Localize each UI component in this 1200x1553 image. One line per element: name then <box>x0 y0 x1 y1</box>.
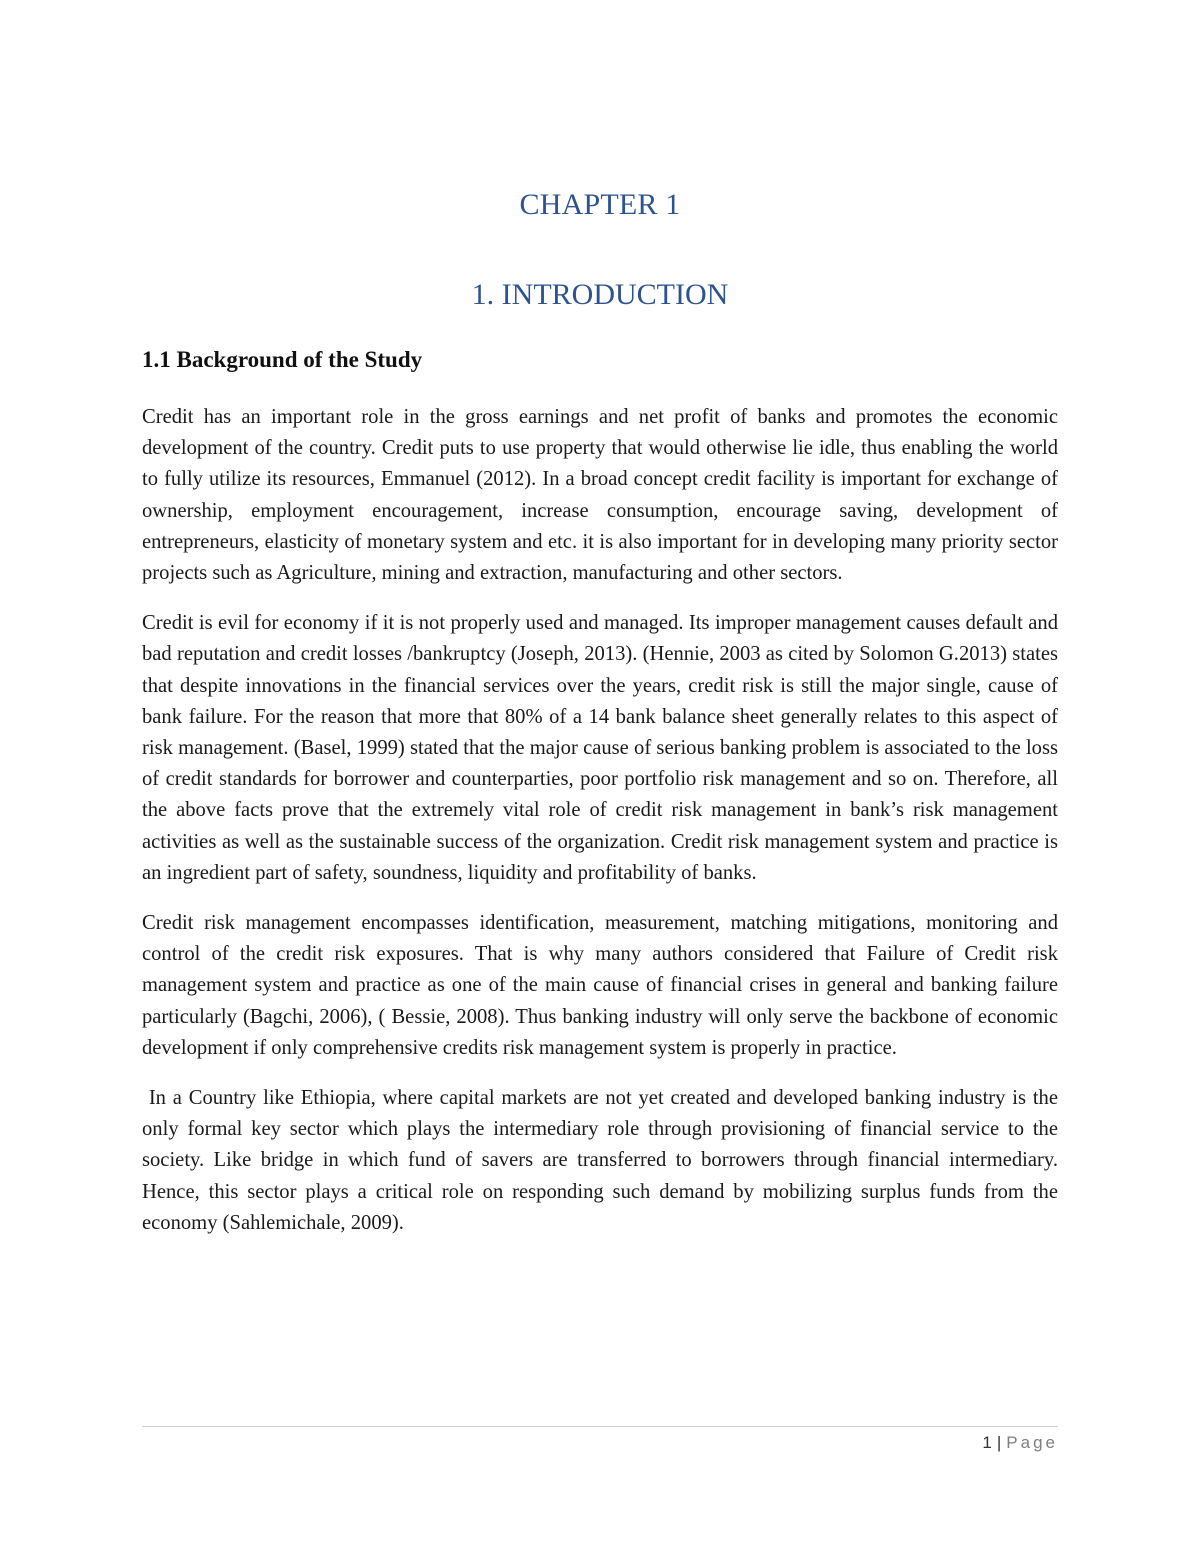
page-label: Page <box>1006 1433 1058 1452</box>
body-text <box>142 402 1064 1258</box>
section-title: 1. INTRODUCTION <box>471 278 729 311</box>
footer-divider <box>142 1426 1058 1427</box>
page-footer <box>982 1433 1058 1453</box>
paragraph: Credit is evil for economy if it is not properly used and managed. Its improper management causes default and bad reputation and credit losses /bankruptcy (Joseph, 2013). (Hennie, 2003 as cited by Solomon G.2013) states that despite innovations in the financial services over the years, credit risk is still the major single, cause of bank failure. For the reason that more that 80% of a 14 bank balance sheet generally relates to this aspect of risk management. (Basel, 1999) stated that the major cause of serious banking problem is associated to the loss of credit standards for borrower and counterparties, poor portfolio risk management and so on. Therefore, all the above facts prove that the extremely vital role of credit risk management in bank’s risk management activities as well as the sustainable success of the organization. Credit risk management system and practice is an ingredient part of safety, soundness, liquidity and profitability of banks. <box>142 612 1058 884</box>
subsection-title: 1.1 Background of the Study <box>142 347 423 372</box>
footer-separator: | <box>996 1433 1002 1452</box>
chapter-title: CHAPTER 1 <box>519 188 681 221</box>
paragraph: Credit has an important role in the gross earnings and net profit of banks and promotes the economic development of the country. Credit puts to use property that would otherwise lie idle, thus enabling the world to fully utilize its resources, Emmanuel (2012). In a broad concept credit facility is important for exchange of ownership, employment encouragement, increase consumption, encourage saving, development of entrepreneurs, elasticity of monetary system and etc. it is also important for in developing many priority sector projects such as Agriculture, mining and extraction, manufacturing and other sectors. <box>142 406 1058 585</box>
paragraph: Credit risk management encompasses identification, measurement, matching mitigations, monitoring and control of the credit risk exposures. That is why many authors considered that Failure of Credit risk management system and practice as one of the main cause of financial crises in general and banking failure particularly (Bagchi, 2006), ( Bessie, 2008). Thus banking industry will only serve the backbone of economic development if only comprehensive credits risk management system is properly in practice. <box>142 912 1058 1059</box>
page-number: 1 <box>982 1433 992 1452</box>
paragraph: In a Country like Ethiopia, where capital markets are not yet created and developed banking industry is the only formal key sector which plays the intermediary role through provisioning of financial service to the society. Like bridge in which fund of savers are transferred to borrowers through financial intermediary. Hence, this sector plays a critical role on responding such demand by mobilizing surplus funds from the economy (Sahlemichale, 2009). <box>142 1087 1064 1234</box>
